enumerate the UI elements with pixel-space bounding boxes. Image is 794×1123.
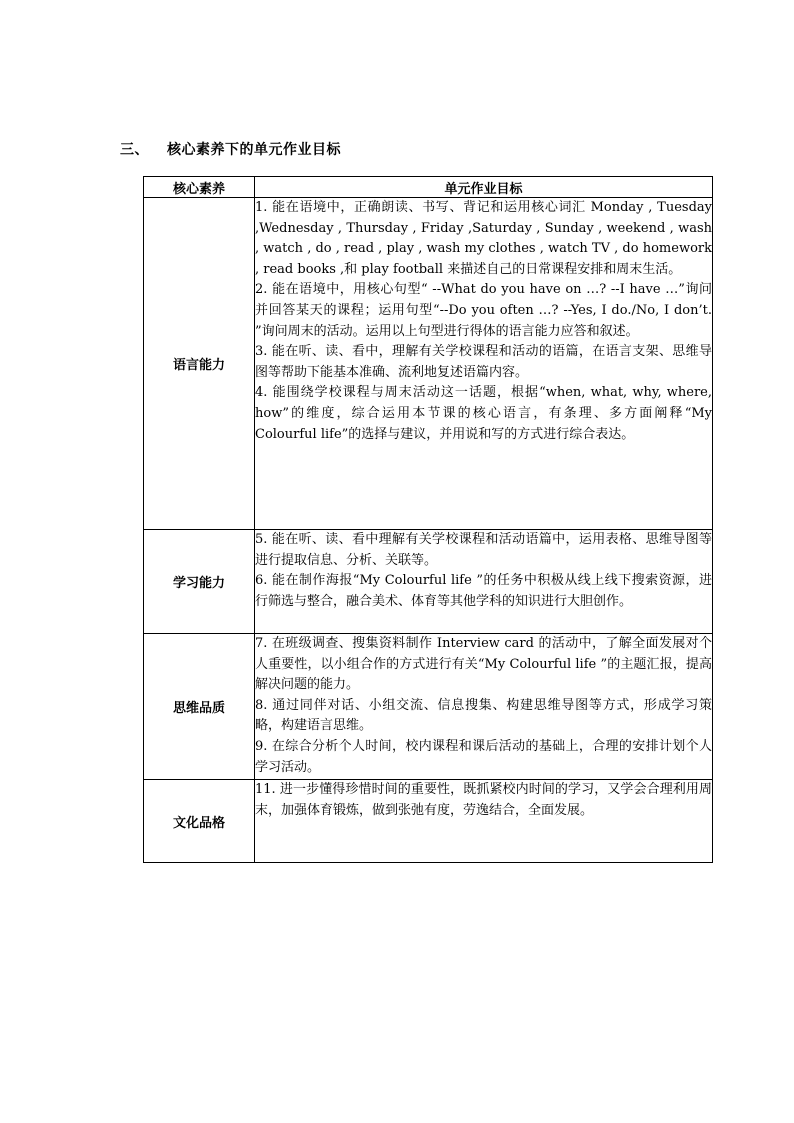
goal-item: 6. 能在制作海报“My Colourful life ”的任务中积极从线上线下搜索资源，进行筛选与整合，融合美术、体育等其他学科的知识进行大胆创作。 <box>255 573 712 609</box>
unit-goals-table <box>143 176 713 863</box>
table-row <box>144 198 713 530</box>
column-header-competency: 核心素养 <box>144 177 255 198</box>
goal-item: 4. 能围绕学校课程与周末活动这一话题，根据“when, what, why, where, how”的维度，综合运用本节课的核心语言，有条理、多方面阐释“My Colourful life”的选择与建议，并用说和写的方式进行综合表达。 <box>255 385 712 442</box>
table-row <box>144 634 713 780</box>
table-row <box>144 530 713 634</box>
category-cell: 语言能力 <box>144 198 255 530</box>
category-cell: 思维品质 <box>144 634 255 780</box>
goal-item: 7. 在班级调查、搜集资料制作 Interview card 的活动中，了解全面发展对个人重要性，以小组合作的方式进行有关“My Colourful life ”的主题汇报，提高解决问题的能力。 <box>255 636 712 693</box>
goal-item: 9. 在综合分析个人时间，校内课程和课后活动的基础上，合理的安排计划个人学习活动。 <box>255 738 712 775</box>
goals-cell <box>255 198 713 530</box>
goal-item: 1. 能在语境中，正确朗读、书写、背记和运用核心词汇 Monday , Tuesday ,Wednesday , Thursday , Friday ,Saturday , Sunday , weekend , wash , watch , do , read , play , wash my clothes , watch TV , do homework , read books ,和 play football 来描述自己的日常课程安排和周末生活。 <box>255 200 712 277</box>
section-heading <box>120 139 341 159</box>
goal-item: 3. 能在听、读、看中，理解有关学校课程和活动的语篇，在语言支架、思维导图等帮助下能基本准确、流利地复述语篇内容。 <box>255 344 712 380</box>
goals-cell <box>255 780 713 863</box>
goal-item: 2. 能在语境中，用核心句型“ --What do you have on …? --I have …”询问并回答某天的课程；运用句型“--Do you often …? --Yes, I do./No, I don’t. ”询问周末的活动。运用以上句型进行得体的语言能力应答和叙述。 <box>255 282 712 339</box>
goal-item: 5. 能在听、读、看中理解有关学校课程和活动语篇中，运用表格、思维导图等进行提取信息、分析、关联等。 <box>255 532 712 568</box>
column-header-goals: 单元作业目标 <box>255 177 713 198</box>
goals-cell <box>255 634 713 780</box>
table-header-row <box>144 177 713 198</box>
goal-item: 8. 通过同伴对话、小组交流、信息搜集、构建思维导图等方式，形成学习策略，构建语言思维。 <box>255 697 712 734</box>
category-cell: 文化品格 <box>144 780 255 863</box>
goals-cell <box>255 530 713 634</box>
table-row <box>144 780 713 863</box>
category-cell: 学习能力 <box>144 530 255 634</box>
section-number: 三、 <box>120 142 149 158</box>
goal-item: 11. 进一步懂得珍惜时间的重要性，既抓紧校内时间的学习，又学会合理利用周末，加强体育锻炼，做到张弛有度，劳逸结合，全面发展。 <box>255 782 712 818</box>
section-title: 核心素养下的单元作业目标 <box>167 142 341 158</box>
